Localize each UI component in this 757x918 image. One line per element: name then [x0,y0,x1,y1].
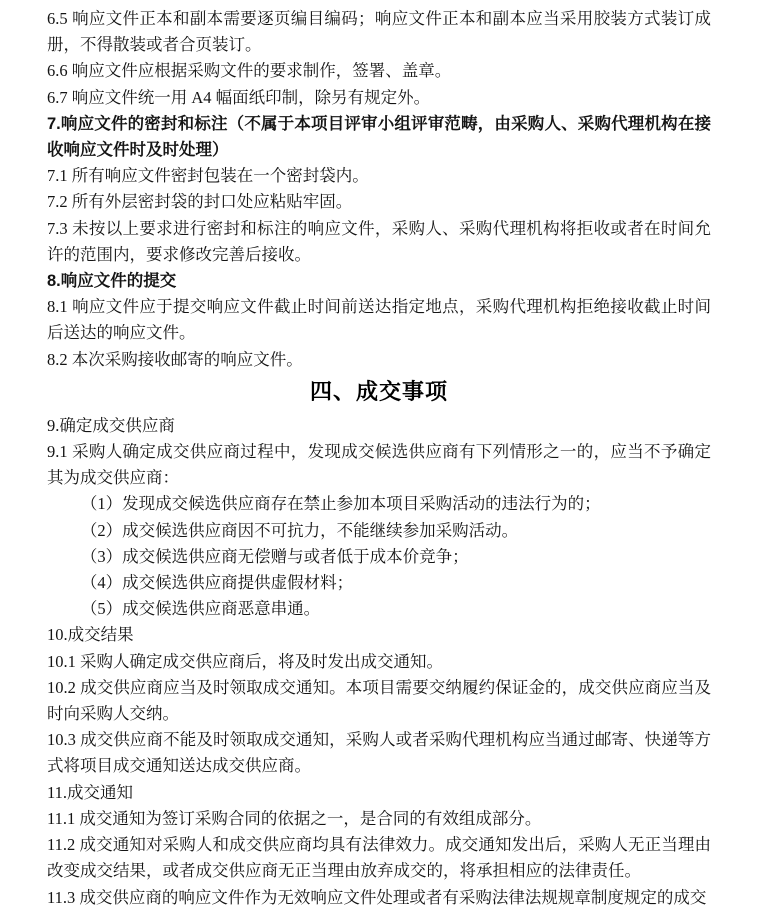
heading-clause-8: 8.响应文件的提交 [47,272,177,291]
clause-11-1: 11.1 成交通知为签订采购合同的依据之一，是合同的有效组成部分。 [47,808,542,828]
heading-clause-9: 9.确定成交供应商 [47,415,175,435]
clause-11-2: 11.2 成交通知对采购人和成交供应商均具有法律效力。成交通知发出后，采购人无正当理由改变成交结果，或者成交供应商无正当理由放弃成交的，将承担相应的法律责任。 [47,835,711,881]
heading-clause-10: 10.成交结果 [47,625,134,645]
clause-11-3: 11.3 成交供应商的响应文件作为无效响应文件处理或者有采购法律法规规章制度规定的成交 [47,887,707,907]
list-item-9-1-1: （1）发现成交候选供应商存在禁止参加本项目采购活动的违法行为的； [80,494,601,514]
clause-7-2: 7.2 所有外层密封袋的封口处应粘贴牢固。 [47,192,353,212]
clause-7-3: 7.3 未按以上要求进行密封和标注的响应文件，采购人、采购代理机构将拒收或者在时间允许的范围内，要求修改完善后接收。 [47,218,711,264]
list-item-9-1-2: （2）成交候选供应商因不可抗力，不能继续参加采购活动。 [80,520,519,540]
clause-8-2: 8.2 本次采购接收邮寄的响应文件。 [47,349,303,369]
clause-7-1: 7.1 所有响应文件密封包装在一个密封袋内。 [47,166,369,186]
clause-6-5: 6.5 响应文件正本和副本需要逐页编目编码；响应文件正本和副本应当采用胶装方式装订成册，不得散装或者合页装订。 [47,9,711,55]
clause-6-7: 6.7 响应文件统一用 A4 幅面纸印制，除另有规定外。 [47,87,431,107]
section-title: 四、成交事项 [309,378,448,404]
clause-9-1: 9.1 采购人确定成交供应商过程中，发现成交候选供应商有下列情形之一的，应当不予确定其为成交供应商： [47,442,711,488]
clause-10-1: 10.1 采购人确定成交供应商后，将及时发出成交通知。 [47,651,443,671]
clause-8-1: 8.1 响应文件应于提交响应文件截止时间前送达指定地点，采购代理机构拒绝接收截止时间后送达的响应文件。 [47,297,711,343]
list-item-9-1-5: （5）成交候选供应商恶意串通。 [80,599,321,619]
clause-10-3: 10.3 成交供应商不能及时领取成交通知，采购人或者采购代理机构应当通过邮寄、快递等方式将项目成交通知送达成交供应商。 [47,730,711,776]
heading-clause-11: 11.成交通知 [47,782,134,802]
list-item-9-1-4: （4）成交候选供应商提供虚假材料； [80,573,354,593]
list-item-9-1-3: （3）成交候选供应商无偿赠与或者低于成本价竞争； [80,546,469,566]
clause-10-2: 10.2 成交供应商应当及时领取成交通知。本项目需要交纳履约保证金的，成交供应商应当及时向采购人交纳。 [47,677,711,724]
clause-6-6: 6.6 响应文件应根据采购文件的要求制作，签署、盖章。 [47,61,452,81]
heading-clause-7: 7.响应文件的密封和标注（不属于本项目评审小组评审范畴，由采购人、采购代理机构在接收响应文件时及时处理） [47,114,711,160]
